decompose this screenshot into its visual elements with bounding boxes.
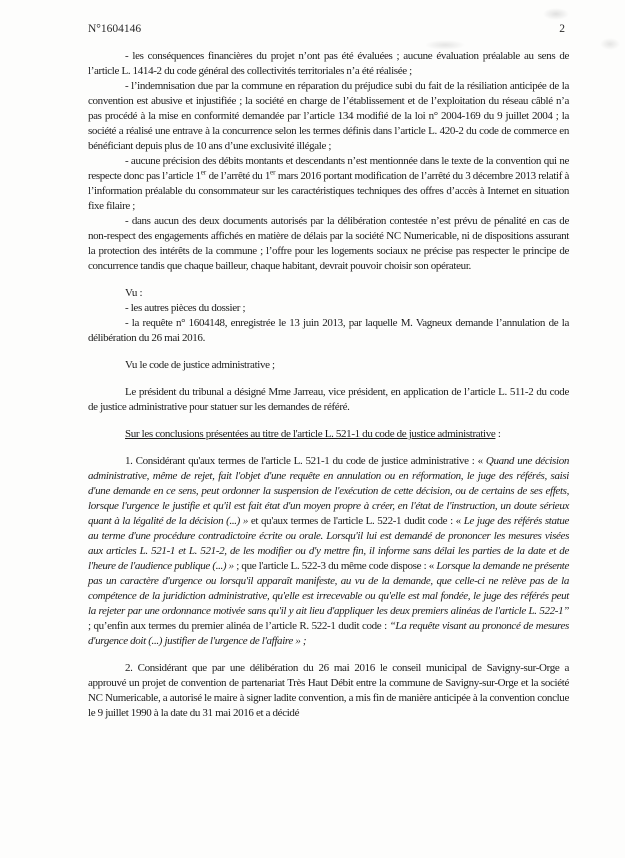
text-run: - aucune précision des débits montants et descendants n’est mentionnée dans le texte de la convention qui ne respecte donc pas l’article 1 [88, 155, 569, 182]
text-run: - les autres pièces du dossier ; [125, 302, 246, 314]
text-run: et qu'aux termes de l'article L. 522-1 dudit code : « [248, 515, 464, 527]
text-run: Vu le code de justice administrative ; [125, 359, 275, 371]
text-run: - les conséquences financières du projet n’ont pas été évaluées ; aucune évaluation préalable au sens de l’article L. 1414-2 du code général des collectivités territoriales n’a été réalisée ; [88, 50, 569, 77]
page-number: 2 [559, 23, 565, 35]
text-run: - la requête n° 1604148, enregistrée le 13 juin 2013, par laquelle M. Vagneux demande l’annulation de la délibération du 26 mai 2016. [88, 317, 569, 344]
page-header [88, 23, 565, 35]
document-paragraph [88, 316, 569, 346]
case-number: N°1604146 [88, 23, 142, 35]
document-paragraph [88, 358, 569, 373]
text-run: 1. Considérant qu'aux termes de l'article L. 521-1 du code de justice administrative : « [125, 455, 486, 467]
document-paragraph [88, 286, 569, 301]
text-run: ; que l'article L. 522-3 du même code dispose : « [233, 560, 437, 572]
document-paragraph [88, 427, 569, 442]
text-run: - dans aucun des deux documents autorisés par la délibération contestée n’est prévu de pénalité en cas de non-respect des engagements affichés en matière de délais par la société NC Numericable, ni de dispositions assurant la protection des intérêts de la commune ; l’offre pour les logements sociaux ne précise pas respecter le principe de concurrence tandis que chaque bailleur, chaque habitant, devrait pouvoir choisir son opérateur. [88, 215, 569, 272]
document-paragraph [88, 301, 569, 316]
text-run: Sur les conclusions présentées au titre de l'article L. 521-1 du code de justice administrative [125, 428, 496, 440]
scan-smudge [600, 38, 620, 50]
document-paragraph [88, 154, 569, 214]
text-run: ; qu’enfin aux termes du premier alinéa de l’article R. 522-1 dudit code : [88, 620, 390, 632]
text-run: Le président du tribunal a désigné Mme Jarreau, vice président, en application de l’article L. 511-2 du code de justice administrative pour statuer sur les demandes de référé. [88, 386, 569, 413]
text-run: Quand une décision administrative, même de rejet, fait l'objet d'une requête en annulation ou en réformation, le juge des référés, saisi d'une demande en ce sens, peut ordonner la suspension de l'exécution de cette décision, ou de certains de ses effets, lorsque l'urgence le justifie et qu'il est fait état d'un moyen propre à créer, en l'état de l'instruction, un doute sérieux quant à la légalité de la décision (...) » [88, 455, 569, 527]
text-run: Vu : [125, 287, 143, 299]
text-run: er [270, 168, 276, 177]
text-run: mars 2016 portant modification de l’arrêté du 3 décembre 2013 relatif à l’information préalable du consommateur sur les caractéristiques techniques des offres d’accès à Internet en situation fixe filaire ; [88, 170, 569, 212]
document-body [88, 49, 569, 721]
document-paragraph [88, 385, 569, 415]
text-run: - l’indemnisation due par la commune en réparation du préjudice subi du fait de la résiliation anticipée de la convention est abusive et injustifiée ; la société en charge de l’établissement et de l’exploitation du réseau câblé n’a pas procédé à la mise en conformité demandée par l’article 134 modifié de la loi n° 2004-169 du 9 juillet 2004 ; la société a réalisé une entrave à la concurrence selon les termes définis dans l’article L. 420-2 du code de commerce en bénéficiant depuis plus de 10 ans d’une exclusivité illégale ; [88, 80, 569, 152]
document-paragraph [88, 49, 569, 79]
text-run: : [495, 428, 501, 440]
document-paragraph [88, 214, 569, 274]
document-paragraph [88, 79, 569, 154]
text-run: “La requête visant au prononcé de mesures d'urgence doit (...) justifier de l'urgence de l'affaire » ; [88, 620, 569, 647]
scan-smudge [543, 8, 569, 20]
document-paragraph [88, 661, 569, 721]
text-run: Lorsque la demande ne présente pas un caractère d'urgence ou lorsqu'il apparaît manifeste, au vu de la demande, que celle-ci ne relève pas de la compétence de la juridiction administrative, qu'elle est irrecevable ou qu'elle est mal fondée, le juge des référés peut la rejeter par une ordonnance motivée sans qu'il y ait lieu d'appliquer les deux premiers alinéas de l'article L. 522-1” [88, 560, 570, 617]
text-run: er [200, 168, 207, 177]
document-paragraph [88, 454, 569, 649]
text-run: de l’arrêté du 1 [206, 170, 271, 182]
text-run: 2. Considérant que par une délibération du 26 mai 2016 le conseil municipal de Savigny-sur-Orge a approuvé un projet de convention de partenariat Très Haut Débit entre la commune de Savigny-sur-Orge et la société NC Numericable, a autorisé le maire à signer ladite convention, a mis fin de manière anticipée à la convention conclue le 9 juillet 1990 à la date du 31 mai 2016 et a décidé [88, 662, 569, 719]
text-run: Le juge des référés statue au terme d'une procédure contradictoire écrite ou orale. Lorsqu'il lui est demandé de prononcer les mesures visées aux articles L. 521-1 et L. 521-2, de les modifier ou d'y mettre fin, il informe sans délai les parties de la date et de l'heure de l'audience publique (...) » [88, 515, 569, 572]
